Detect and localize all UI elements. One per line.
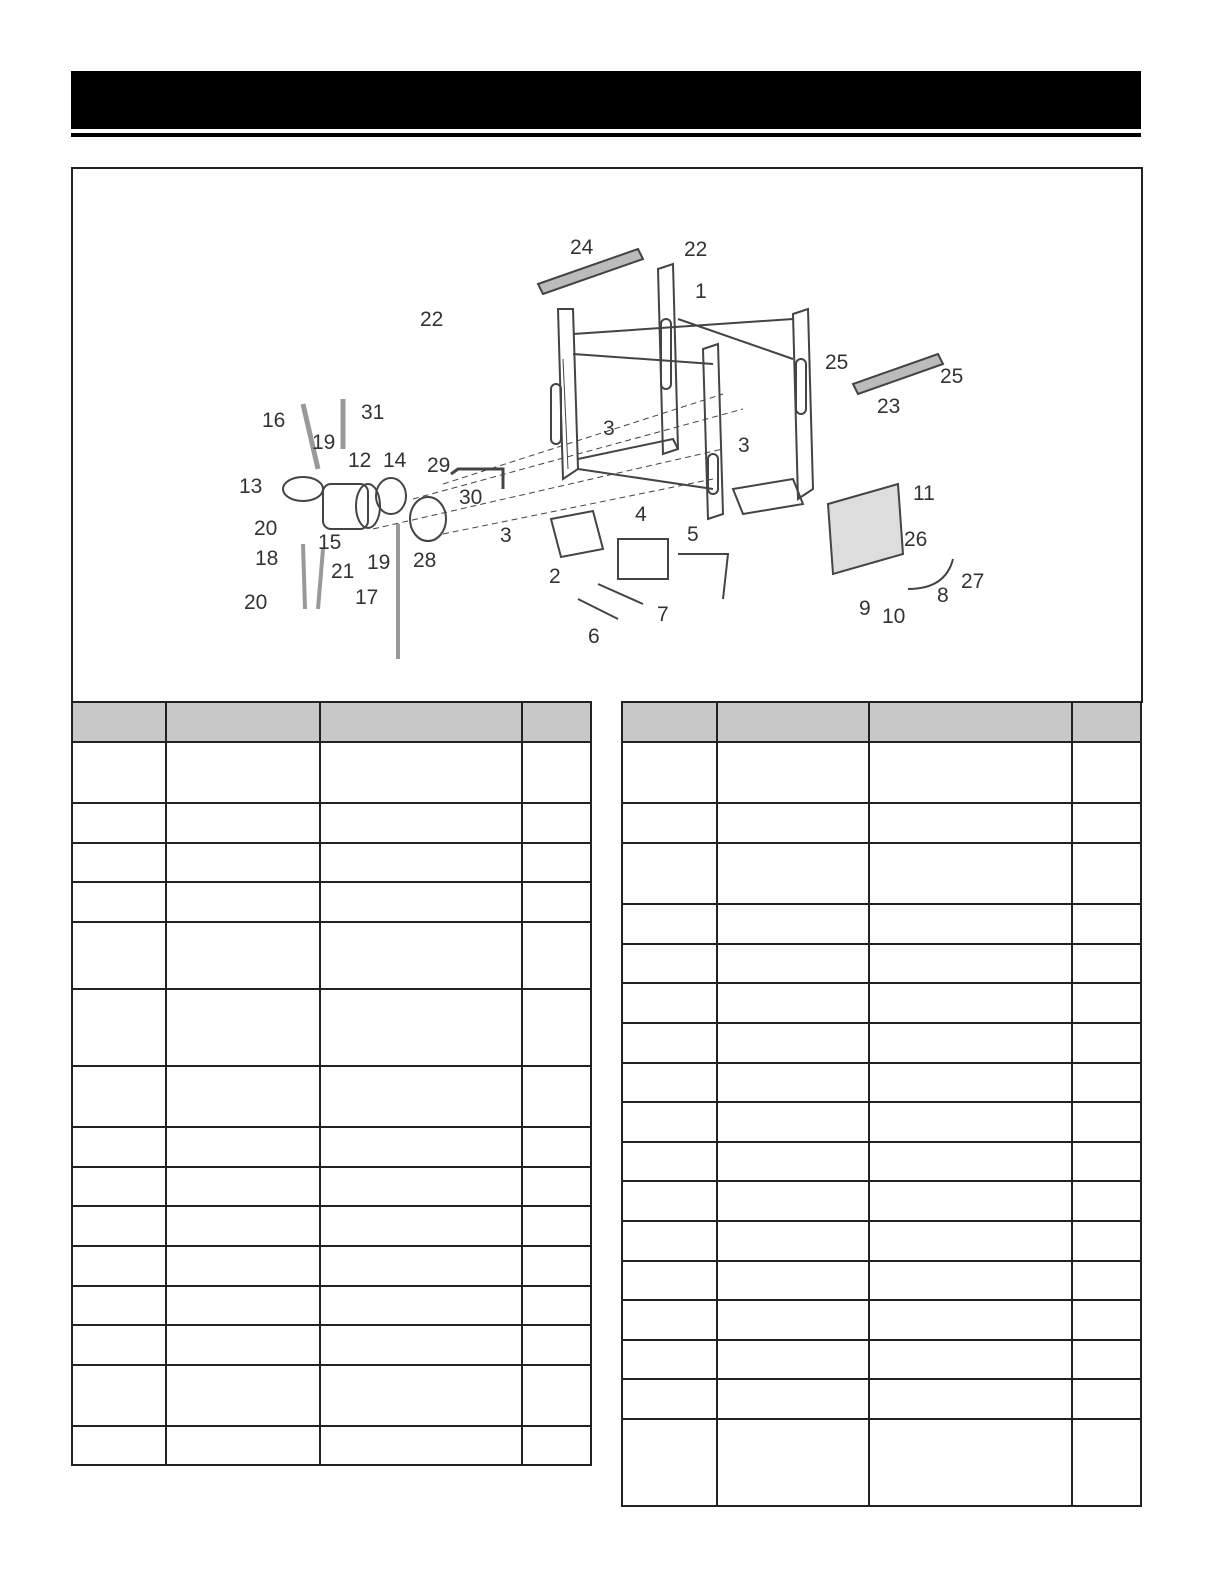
table-row	[622, 1340, 1141, 1379]
header-divider	[71, 133, 1141, 137]
callout-2: 2	[549, 565, 561, 588]
callout-27: 27	[961, 570, 985, 593]
callout-22: 22	[684, 238, 708, 261]
table-row	[622, 742, 1141, 803]
callout-30: 30	[459, 486, 483, 509]
parts-table-left	[71, 701, 592, 1466]
callout-21: 21	[331, 560, 355, 583]
table-row	[72, 1066, 591, 1127]
callout-8: 8	[937, 584, 949, 607]
parts-diagram-svg	[73, 169, 1141, 703]
column-header	[522, 702, 591, 742]
callout-labels	[239, 236, 984, 648]
column-header	[1072, 702, 1141, 742]
table-row	[622, 983, 1141, 1023]
table-row	[72, 803, 591, 843]
callout-25: 25	[825, 351, 849, 374]
table-row	[622, 1300, 1141, 1340]
section-header-bar	[71, 71, 1141, 129]
column-header	[622, 702, 717, 742]
callout-16: 16	[262, 409, 286, 432]
callout-25: 25	[940, 365, 964, 388]
callout-11: 11	[913, 482, 935, 505]
table-row	[622, 944, 1141, 983]
callout-31: 31	[361, 401, 385, 424]
table-row	[72, 1167, 591, 1206]
callout-28: 28	[413, 549, 437, 572]
callout-20: 20	[244, 591, 268, 614]
table-row	[622, 1221, 1141, 1261]
callout-23: 23	[877, 395, 901, 418]
table-row	[622, 803, 1141, 843]
column-header	[869, 702, 1072, 742]
table-row	[72, 1325, 591, 1365]
callout-19: 19	[312, 431, 336, 454]
callout-10: 10	[882, 605, 906, 628]
table-header-row	[72, 702, 591, 742]
column-header	[320, 702, 522, 742]
table-row	[72, 1206, 591, 1246]
callout-24: 24	[570, 236, 594, 259]
callout-5: 5	[687, 523, 699, 546]
table-row	[622, 1379, 1141, 1419]
table-row	[72, 742, 591, 803]
callout-22: 22	[420, 308, 444, 331]
callout-4: 4	[635, 503, 647, 526]
table-row	[72, 1426, 591, 1465]
callout-18: 18	[255, 547, 279, 570]
callout-29: 29	[427, 454, 451, 477]
callout-3: 3	[603, 417, 615, 440]
callout-3: 3	[738, 434, 750, 457]
table-row	[72, 1246, 591, 1286]
table-row	[622, 1023, 1141, 1063]
callout-26: 26	[904, 528, 928, 551]
callout-15: 15	[318, 531, 342, 554]
table-row	[72, 1365, 591, 1426]
column-header	[166, 702, 320, 742]
table-row	[622, 1181, 1141, 1221]
table-row	[72, 843, 591, 882]
table-row	[622, 1102, 1141, 1142]
table-row	[622, 904, 1141, 944]
table-row	[72, 882, 591, 922]
callout-17: 17	[355, 586, 379, 609]
column-header	[717, 702, 869, 742]
callout-6: 6	[588, 625, 600, 648]
callout-20: 20	[254, 517, 278, 540]
callout-9: 9	[859, 597, 871, 620]
column-header	[72, 702, 166, 742]
table-row	[72, 989, 591, 1066]
callout-1: 1	[695, 280, 707, 303]
table-row	[622, 1142, 1141, 1181]
table-row	[622, 1063, 1141, 1102]
table-row	[72, 1127, 591, 1167]
callout-7: 7	[657, 603, 669, 626]
callout-14: 14	[383, 449, 407, 472]
callout-19: 19	[367, 551, 391, 574]
table-row	[72, 922, 591, 989]
callout-12: 12	[348, 449, 372, 472]
callout-3: 3	[500, 524, 512, 547]
table-header-row	[622, 702, 1141, 742]
table-row	[72, 1286, 591, 1325]
parts-table-right	[621, 701, 1142, 1507]
table-row	[622, 1419, 1141, 1506]
exploded-parts-diagram	[71, 167, 1143, 703]
table-row	[622, 1261, 1141, 1300]
callout-13: 13	[239, 475, 263, 498]
table-row	[622, 843, 1141, 904]
